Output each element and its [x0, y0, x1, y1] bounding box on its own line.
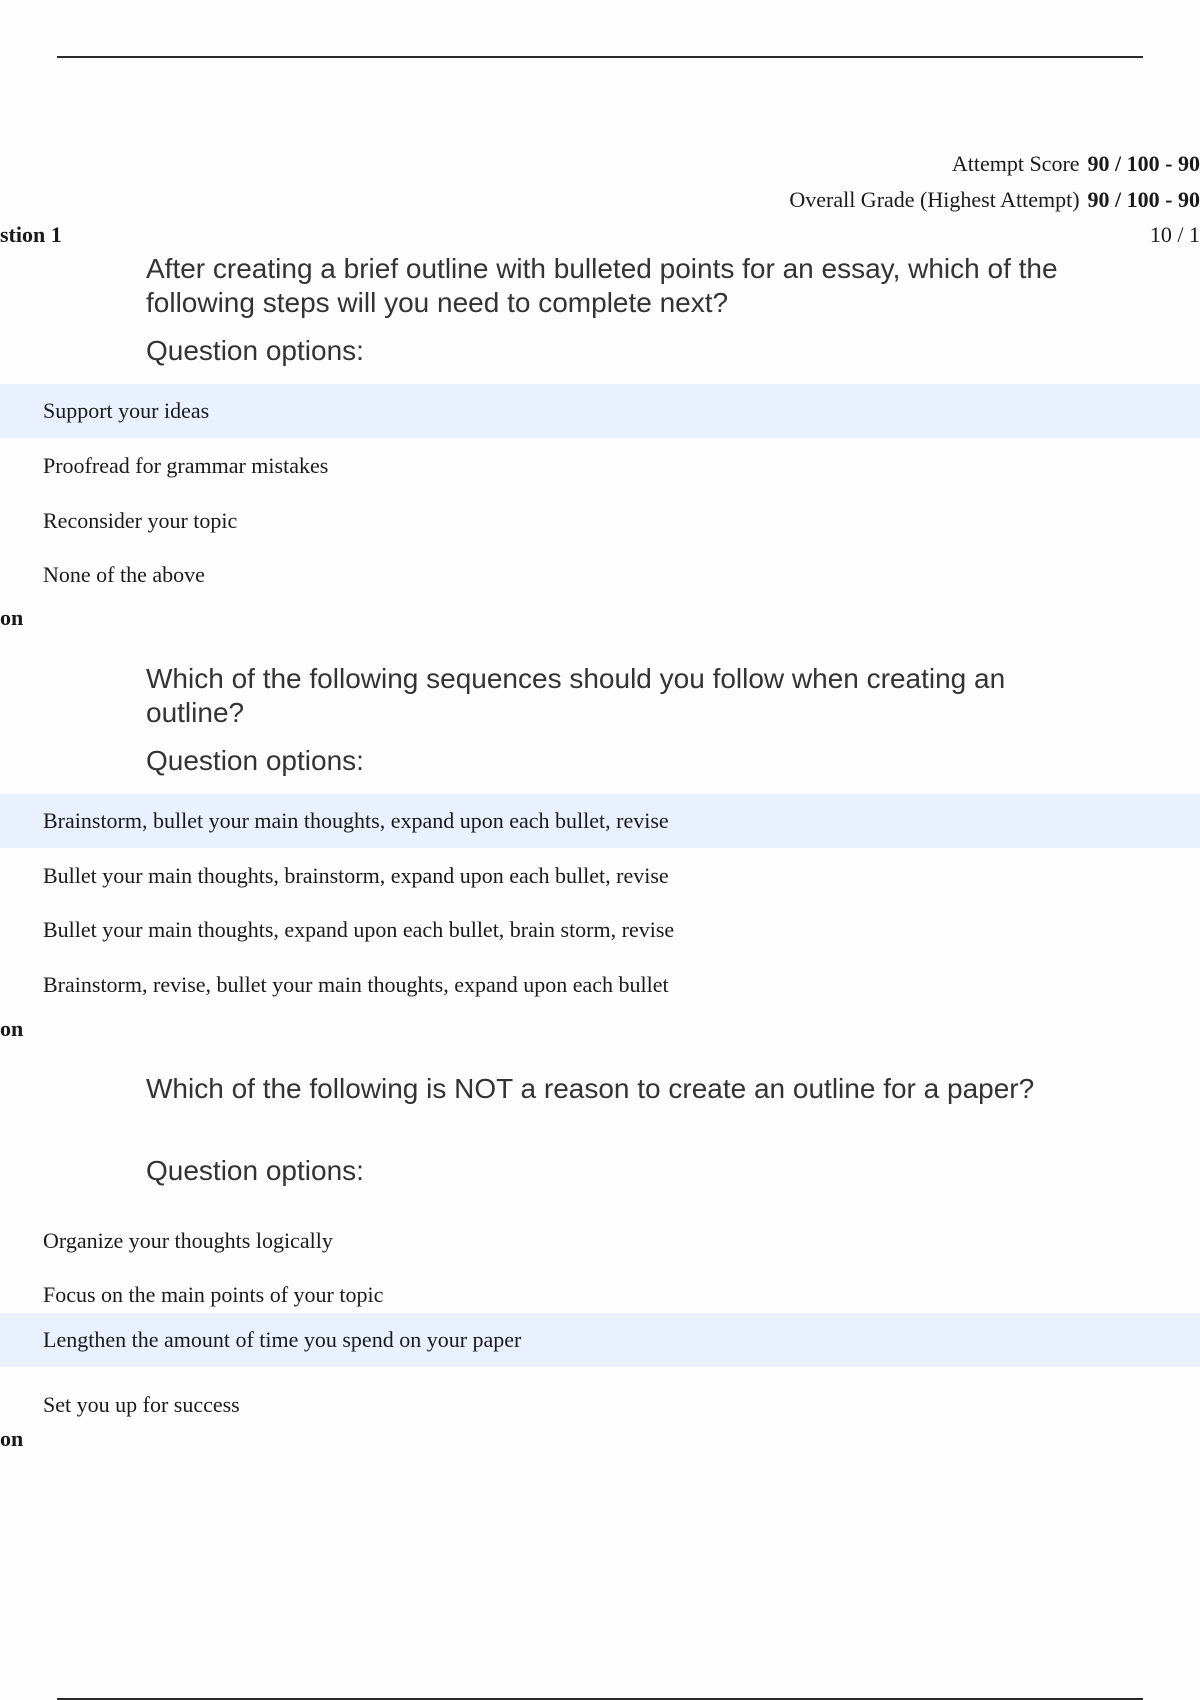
top-divider: [57, 56, 1143, 58]
overall-grade: [789, 187, 1200, 213]
question-3-footer: on: [0, 1426, 24, 1451]
question-2-options-label: Question options:: [146, 745, 364, 776]
question-2-option-3[interactable]: Bullet your main thoughts, expand upon each bullet, brain storm, revise: [43, 917, 675, 942]
attempt-score: [952, 151, 1200, 177]
question-3-option-3[interactable]: Lengthen the amount of time you spend on your paper: [0, 1313, 1200, 1367]
question-1-prompt: After creating a brief outline with bulleted points for an essay, which of the following steps will you need to complete next?: [146, 253, 1058, 318]
question-1-option-1[interactable]: Support your ideas: [0, 384, 1200, 438]
question-3-option-4[interactable]: Set you up for success: [43, 1392, 240, 1417]
question-2-option-4[interactable]: Brainstorm, revise, bullet your main thoughts, expand upon each bullet: [43, 972, 669, 997]
question-2-option-2[interactable]: Bullet your main thoughts, brainstorm, expand upon each bullet, revise: [43, 863, 669, 888]
question-1-header: [0, 222, 1200, 250]
attempt-score-label: Attempt Score: [951, 151, 1080, 176]
question-3-options-label: Question options:: [146, 1155, 364, 1186]
overall-grade-value: 90 / 100 - 90: [1087, 187, 1200, 212]
question-3-option-2[interactable]: Focus on the main points of your topic: [43, 1282, 384, 1307]
question-2-option-1[interactable]: Brainstorm, bullet your main thoughts, expand upon each bullet, revise: [0, 794, 1200, 848]
question-1-label: stion 1: [0, 222, 62, 247]
question-1-options-label: Question options:: [146, 335, 364, 366]
attempt-score-value: 90 / 100 - 90: [1087, 151, 1200, 176]
question-2-footer: on: [0, 1016, 24, 1041]
question-1-footer: on: [0, 605, 24, 630]
question-3-option-1[interactable]: Organize your thoughts logically: [43, 1228, 333, 1253]
question-3-prompt: Which of the following is NOT a reason to create an outline for a paper?: [146, 1073, 1035, 1104]
question-1-option-3[interactable]: Reconsider your topic: [43, 508, 238, 533]
question-1-points: 10 / 1: [1149, 222, 1200, 247]
overall-grade-label: Overall Grade (Highest Attempt): [789, 187, 1080, 212]
question-2-prompt: Which of the following sequences should you follow when creating an outline?: [146, 663, 1006, 728]
question-1-option-2[interactable]: Proofread for grammar mistakes: [43, 453, 329, 478]
question-1-option-4[interactable]: None of the above: [43, 562, 205, 587]
